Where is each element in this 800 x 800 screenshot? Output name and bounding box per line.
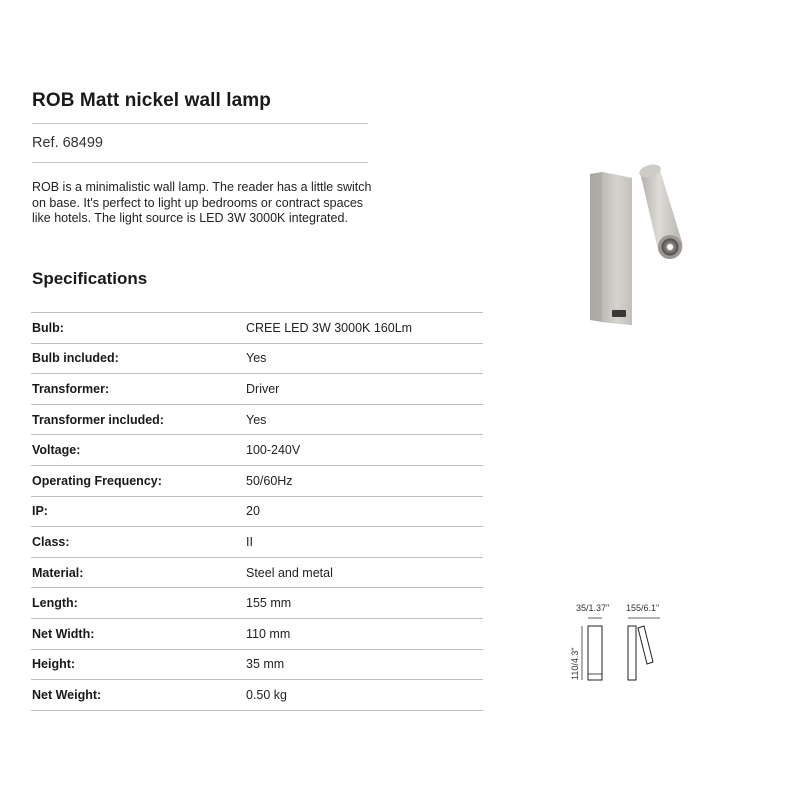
spec-label: Length: xyxy=(32,596,78,611)
spec-label: Operating Frequency: xyxy=(32,473,162,488)
spec-value: 110 mm xyxy=(246,626,291,641)
spec-value: Yes xyxy=(246,412,267,427)
spec-value: 20 xyxy=(246,504,260,519)
spec-value: 100-240V xyxy=(246,443,301,458)
spec-row-height xyxy=(31,650,483,681)
spec-row-bulb xyxy=(31,313,483,344)
length-dimension-label: 155/6.1" xyxy=(626,603,660,613)
front-view-outline xyxy=(588,626,602,680)
specifications-heading: Specifications xyxy=(32,269,148,288)
spec-label: IP: xyxy=(32,504,48,519)
side-view-arm-outline xyxy=(638,626,653,664)
product-reference: Ref. 68499 xyxy=(32,135,103,151)
spec-value: Driver xyxy=(246,381,280,396)
spec-value: 155 mm xyxy=(246,596,292,611)
spec-value: 0.50 kg xyxy=(246,687,288,702)
spec-row-transformer-included xyxy=(31,405,483,436)
spec-value: II xyxy=(246,534,253,549)
spec-label: Transformer included: xyxy=(32,412,164,427)
spec-row-bulb-included xyxy=(31,344,483,375)
spec-row-net-width xyxy=(31,619,483,650)
dimension-drawing xyxy=(560,596,690,696)
spec-label: Height: xyxy=(32,657,76,672)
spec-label: Transformer: xyxy=(32,381,110,396)
spec-row-voltage xyxy=(31,435,483,466)
divider xyxy=(32,162,368,163)
spec-value: 50/60Hz xyxy=(246,473,293,488)
spec-label: Bulb included: xyxy=(32,351,119,366)
spec-row-class xyxy=(31,527,483,558)
spec-row-operating-frequency xyxy=(31,466,483,497)
spec-label: Net Weight: xyxy=(32,687,102,702)
spec-value: Yes xyxy=(246,351,267,366)
specifications-table xyxy=(31,312,483,711)
spec-value: Steel and metal xyxy=(246,565,333,580)
spec-label: Bulb: xyxy=(32,320,64,335)
spec-label: Net Width: xyxy=(32,626,95,641)
spec-row-transformer xyxy=(31,374,483,405)
product-photo xyxy=(582,150,722,340)
spec-row-ip xyxy=(31,497,483,528)
product-title: ROB Matt nickel wall lamp xyxy=(32,90,271,111)
spec-label: Voltage: xyxy=(32,443,81,458)
spec-value: 35 mm xyxy=(246,657,285,672)
spec-row-material xyxy=(31,558,483,589)
spec-label: Material: xyxy=(32,565,84,580)
spec-row-net-weight xyxy=(31,680,483,711)
spec-value: CREE LED 3W 3000K 160Lm xyxy=(246,320,413,335)
spec-row-length xyxy=(31,588,483,619)
product-description: ROB is a minimalistic wall lamp. The reader has a little switch on base. It's perfect to light up bedrooms or contract spaces like hotels. The light source is LED 3W 3000K integrated. xyxy=(32,180,372,225)
height-dimension-label: 110/4.3" xyxy=(570,647,580,680)
side-view-base-outline xyxy=(628,626,636,680)
spec-label: Class: xyxy=(32,534,70,549)
divider xyxy=(32,123,368,124)
width-dimension-label: 35/1.37" xyxy=(576,603,610,613)
